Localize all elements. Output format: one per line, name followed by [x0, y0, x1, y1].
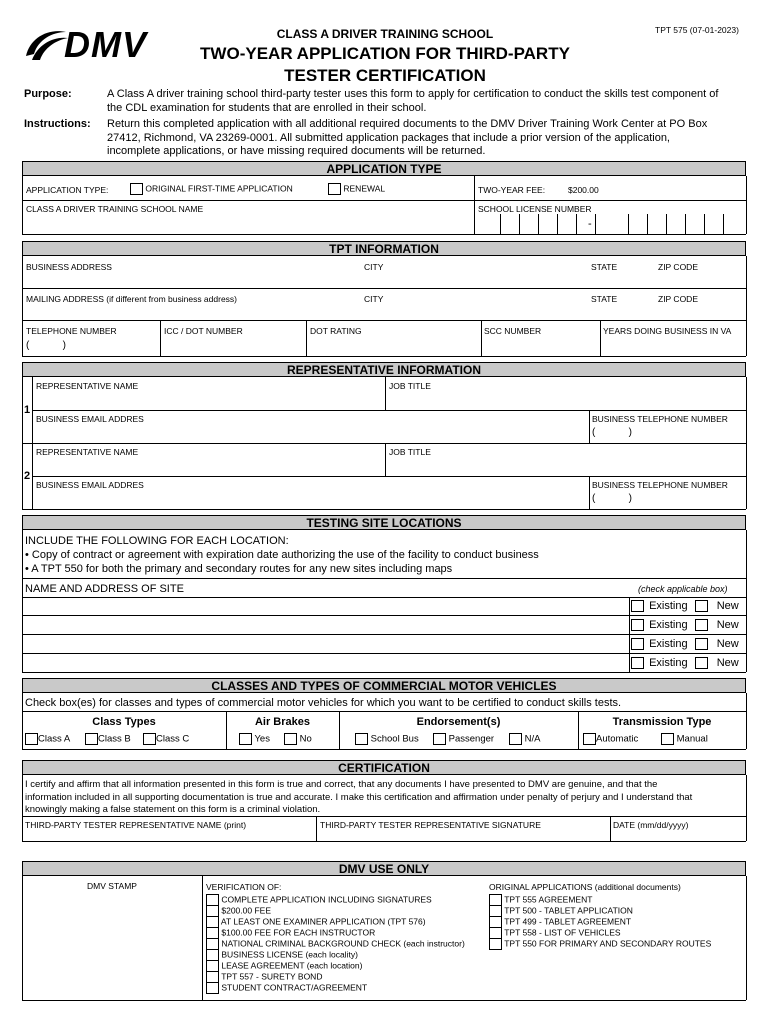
- rep-2-job-title-label: JOB TITLE: [389, 447, 431, 457]
- rep-1-phone-field[interactable]: ( ): [592, 427, 632, 438]
- orig-item[interactable]: TPT 499 - TABLET AGREEMENT: [489, 916, 631, 928]
- instructions-label: Instructions:: [24, 118, 91, 130]
- mailing-state-label: STATE: [591, 294, 618, 304]
- scc-number-label: SCC NUMBER: [484, 326, 542, 336]
- class-a-checkbox[interactable]: [25, 733, 38, 745]
- site-2-field[interactable]: [24, 617, 627, 632]
- manual-checkbox[interactable]: [661, 733, 674, 745]
- dmv-use-only-heading: DMV USE ONLY: [22, 861, 746, 876]
- form-number: TPT 575 (07-01-2023): [655, 25, 739, 35]
- site-2-new-checkbox[interactable]: [695, 619, 708, 631]
- site-1-existing-checkbox[interactable]: [631, 600, 644, 612]
- print-name-label: THIRD-PARTY TESTER REPRESENTATIVE NAME (print): [25, 820, 247, 830]
- verify-item[interactable]: $100.00 FEE FOR EACH INSTRUCTOR: [206, 927, 375, 939]
- business-zip-label: ZIP CODE: [658, 262, 698, 272]
- print-name-field[interactable]: [24, 830, 314, 840]
- school-line: CLASS A DRIVER TRAINING SCHOOL: [276, 27, 494, 41]
- testing-sites-heading: TESTING SITE LOCATIONS: [22, 515, 746, 530]
- purpose-text-1: A Class A driver training school third-party tester uses this form to apply for certification to conduct the skills test component of: [107, 88, 719, 100]
- date-label: DATE (mm/dd/yyyy): [613, 820, 689, 830]
- site-4-new-checkbox[interactable]: [695, 657, 708, 669]
- original-option[interactable]: [130, 183, 293, 195]
- site-2-existing-label: Existing: [649, 619, 688, 631]
- years-business-label: YEARS DOING BUSINESS IN VA: [603, 326, 732, 336]
- manual-label: Manual: [676, 733, 708, 745]
- sites-bullet-2: • A TPT 550 for both the primary and secondary routes for any new sites including maps: [25, 563, 453, 575]
- renewal-option[interactable]: [328, 183, 385, 195]
- classes-heading: CLASSES AND TYPES OF COMMERCIAL MOTOR VEHICLES: [22, 678, 746, 693]
- rep-2-phone-field[interactable]: ( ): [592, 493, 632, 504]
- dmv-stamp-label: DMV STAMP: [87, 881, 137, 891]
- telephone-label: TELEPHONE NUMBER: [26, 326, 117, 336]
- mailing-address-field[interactable]: [24, 304, 744, 319]
- app-type-label: APPLICATION TYPE:: [26, 185, 109, 195]
- transmission-heading: Transmission Type: [612, 716, 712, 728]
- purpose-text-2: the CDL examination for students that are enrolled in their school.: [107, 102, 427, 114]
- class-b-checkbox[interactable]: [85, 733, 98, 745]
- passenger-label: Passenger: [448, 733, 495, 745]
- rep-1-job-title-label: JOB TITLE: [389, 381, 431, 391]
- original-apps-label: ORIGINAL APPLICATIONS (additional documents): [489, 882, 681, 892]
- class-c-checkbox[interactable]: [143, 733, 156, 745]
- class-a-label: Class A: [38, 733, 71, 745]
- air-brakes-no-option[interactable]: [284, 733, 312, 745]
- site-3-new-label: New: [716, 638, 739, 650]
- sites-bullet-1: • Copy of contract or agreement with expiration date authorizing the use of the facility to conduct business: [25, 549, 539, 561]
- rep-2-number: 2: [24, 470, 31, 482]
- verify-item[interactable]: COMPLETE APPLICATION INCLUDING SIGNATURES: [206, 894, 432, 906]
- cert-text-1: I certify and affirm that all information presented in this form is true and correct, that any documents I have presented to DMV are genuine, and that the: [25, 779, 658, 790]
- class-a-option[interactable]: [25, 733, 70, 745]
- air-brakes-no-label: No: [299, 733, 312, 745]
- site-name-label: NAME AND ADDRESS OF SITE: [25, 583, 184, 595]
- school-bus-option[interactable]: [355, 733, 419, 745]
- verify-item[interactable]: STUDENT CONTRACT/AGREEMENT: [206, 982, 367, 994]
- verify-item[interactable]: NATIONAL CRIMINAL BACKGROUND CHECK (each instructor): [206, 938, 465, 950]
- rep-1-email-label: BUSINESS EMAIL ADDRES: [36, 414, 144, 424]
- site-4-existing-label: Existing: [649, 657, 688, 669]
- telephone-field[interactable]: ( ): [26, 340, 66, 351]
- site-1-checks: [631, 600, 739, 612]
- school-bus-checkbox[interactable]: [355, 733, 368, 745]
- class-c-option[interactable]: [143, 733, 189, 745]
- class-b-label: Class B: [98, 733, 131, 745]
- school-bus-label: School Bus: [370, 733, 419, 745]
- site-4-new-label: New: [716, 657, 739, 669]
- original-label: ORIGINAL FIRST-TIME APPLICATION: [145, 183, 293, 194]
- rep-2-name-label: REPRESENTATIVE NAME: [36, 447, 139, 457]
- site-3-field[interactable]: [24, 636, 627, 651]
- logo-text: DMV: [64, 24, 147, 65]
- cert-text-2: information included in all supporting documentation is true and accurate. I make this certification and affirmation under penalty of perjury and I understand that: [25, 792, 693, 803]
- site-4-existing-checkbox[interactable]: [631, 657, 644, 669]
- orig-item[interactable]: TPT 500 - TABLET APPLICATION: [489, 905, 633, 917]
- verify-item[interactable]: AT LEAST ONE EXAMINER APPLICATION (TPT 576): [206, 916, 426, 928]
- renewal-checkbox[interactable]: [328, 183, 341, 195]
- tpt-info-heading: TPT INFORMATION: [22, 241, 746, 256]
- dot-rating-label: DOT RATING: [310, 326, 362, 336]
- purpose-label: Purpose:: [24, 88, 72, 100]
- site-2-new-label: New: [716, 619, 739, 631]
- site-4-checks: [631, 657, 739, 669]
- signature-label: THIRD-PARTY TESTER REPRESENTATIVE SIGNATURE: [320, 820, 541, 830]
- site-1-field[interactable]: [24, 599, 627, 614]
- class-b-option[interactable]: [85, 733, 131, 745]
- orig-item[interactable]: TPT 558 - LIST OF VEHICLES: [489, 927, 621, 939]
- air-brakes-yes-label: Yes: [254, 733, 270, 745]
- verify-item[interactable]: TPT 557 - SURETY BOND: [206, 971, 322, 983]
- classes-instruction: Check box(es) for classes and types of commercial motor vehicles for which you want to be certified to conduct skills tests.: [25, 697, 622, 709]
- class-types-heading: Class Types: [92, 716, 156, 728]
- rep-1-phone-label: BUSINESS TELEPHONE NUMBER: [592, 414, 728, 424]
- endorsements-heading: Endorsement(s): [416, 716, 501, 728]
- na-checkbox[interactable]: [509, 733, 522, 745]
- rep-2-email-label: BUSINESS EMAIL ADDRES: [36, 480, 144, 490]
- cert-text-3: knowingly making a false statement on this form is a criminal violation.: [25, 804, 321, 815]
- orig-item[interactable]: TPT 550 FOR PRIMARY AND SECONDARY ROUTES: [489, 938, 711, 950]
- business-address-field[interactable]: [24, 272, 744, 287]
- business-state-label: STATE: [591, 262, 618, 272]
- fee-value: $200.00: [568, 185, 599, 195]
- site-1-existing-label: Existing: [649, 600, 688, 612]
- date-field[interactable]: [612, 830, 744, 840]
- automatic-label: Automatic: [596, 733, 639, 745]
- rep-1-number: 1: [24, 404, 31, 416]
- form-title-line1: TWO-YEAR APPLICATION FOR THIRD-PARTY: [200, 44, 570, 63]
- passenger-option[interactable]: [433, 733, 494, 745]
- site-3-checks: [631, 638, 739, 650]
- mailing-city-label: CITY: [364, 294, 384, 304]
- site-2-existing-checkbox[interactable]: [631, 619, 644, 631]
- site-2-checks: [631, 619, 739, 631]
- representative-info-heading: REPRESENTATIVE INFORMATION: [22, 362, 746, 377]
- mailing-address-label: MAILING ADDRESS (if different from business address): [26, 294, 238, 304]
- site-4-field[interactable]: [24, 655, 627, 670]
- verify-item[interactable]: BUSINESS LICENSE (each locality): [206, 949, 358, 961]
- instructions-text-3: incomplete applications, or have missing required documents will be returned.: [107, 145, 486, 157]
- na-label: N/A: [524, 733, 541, 745]
- air-brakes-heading: Air Brakes: [254, 716, 311, 728]
- automatic-option[interactable]: [583, 733, 638, 745]
- na-option[interactable]: [509, 733, 540, 745]
- business-address-label: BUSINESS ADDRESS: [26, 262, 112, 272]
- class-c-label: Class C: [156, 733, 190, 745]
- fee-label: TWO-YEAR FEE:: [478, 185, 546, 195]
- form-title-line2: TESTER CERTIFICATION: [284, 66, 486, 85]
- verify-item[interactable]: LEASE AGREEMENT (each location): [206, 960, 362, 972]
- automatic-checkbox[interactable]: [583, 733, 596, 745]
- mailing-zip-label: ZIP CODE: [658, 294, 698, 304]
- manual-option[interactable]: [661, 733, 708, 745]
- air-brakes-no-checkbox[interactable]: [284, 733, 297, 745]
- school-name-field[interactable]: [24, 214, 472, 232]
- signature-field[interactable]: [318, 830, 608, 840]
- verification-label: VERIFICATION OF:: [206, 882, 282, 892]
- check-applicable-label: (check applicable box): [638, 584, 728, 594]
- verify-item[interactable]: $200.00 FEE: [206, 905, 271, 917]
- icc-dot-label: ICC / DOT NUMBER: [164, 326, 243, 336]
- air-brakes-yes-checkbox[interactable]: [239, 733, 252, 745]
- instructions-text-2: 27412, Richmond, VA 23269-0001. All submitted application packages that include a prior version of the application,: [107, 132, 670, 144]
- certification-heading: CERTIFICATION: [22, 760, 746, 775]
- application-type-heading: APPLICATION TYPE: [22, 161, 746, 176]
- orig-item[interactable]: TPT 555 AGREEMENT: [489, 894, 592, 906]
- original-checkbox[interactable]: [130, 183, 143, 195]
- site-1-new-checkbox[interactable]: [695, 600, 708, 612]
- school-name-label: CLASS A DRIVER TRAINING SCHOOL NAME: [26, 204, 204, 214]
- air-brakes-yes-option[interactable]: [239, 733, 270, 745]
- site-1-new-label: New: [716, 600, 739, 612]
- rep-2-phone-label: BUSINESS TELEPHONE NUMBER: [592, 480, 728, 490]
- instructions-text-1: Return this completed application with all additional required documents to the DMV Driver Training Work Center at PO Box: [107, 118, 708, 130]
- site-3-existing-checkbox[interactable]: [631, 638, 644, 650]
- site-3-existing-label: Existing: [649, 638, 688, 650]
- site-3-new-checkbox[interactable]: [695, 638, 708, 650]
- passenger-checkbox[interactable]: [433, 733, 446, 745]
- business-city-label: CITY: [364, 262, 384, 272]
- license-dash: -: [588, 218, 592, 230]
- sites-include-text: INCLUDE THE FOLLOWING FOR EACH LOCATION:: [25, 535, 289, 547]
- license-number-label: SCHOOL LICENSE NUMBER: [478, 204, 592, 214]
- renewal-label: RENEWAL: [343, 183, 386, 194]
- rep-1-name-label: REPRESENTATIVE NAME: [36, 381, 139, 391]
